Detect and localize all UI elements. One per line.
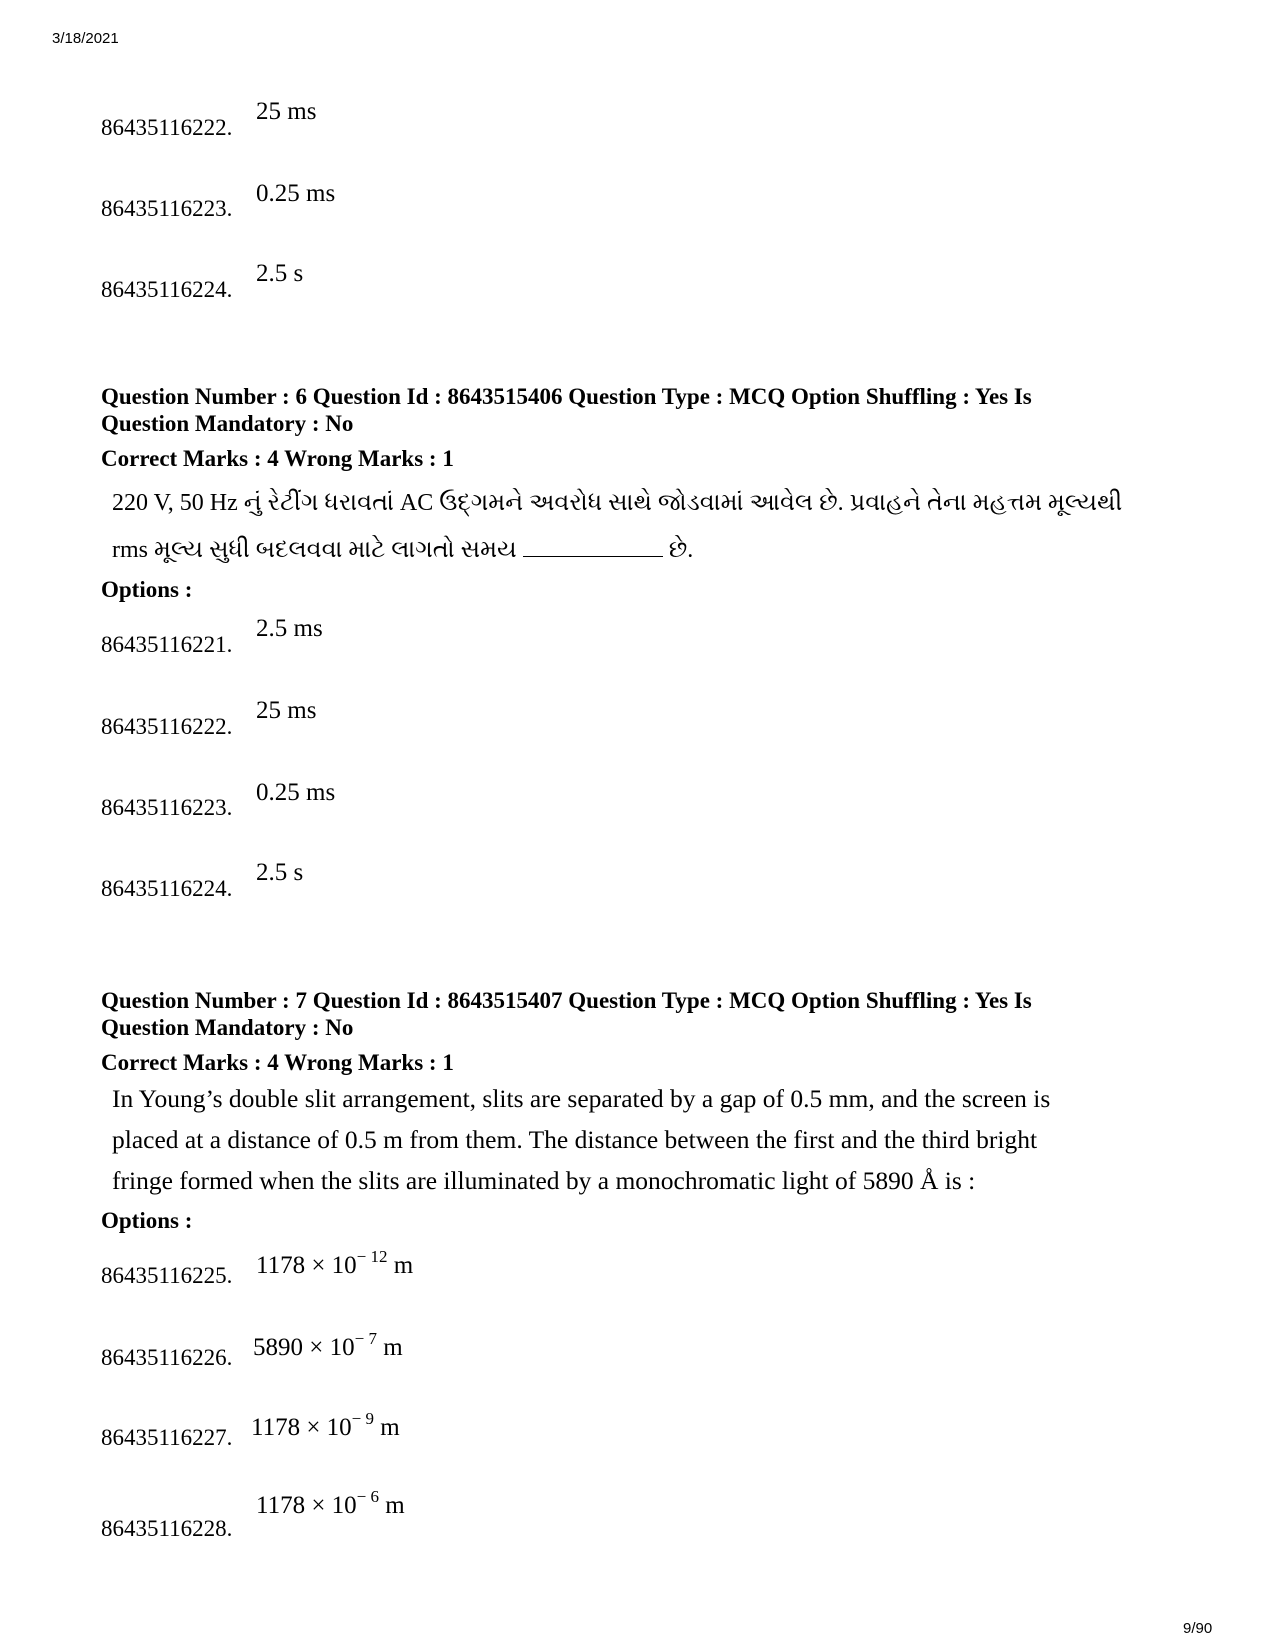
option-unit: m xyxy=(393,1252,414,1279)
option-exponent: − 9 xyxy=(351,1409,375,1428)
question-text-line1: In Young’s double slit arrangement, slits are separated by a gap of 0.5 mm, and the screen is xyxy=(112,1084,1051,1113)
option-id: 86435116222. xyxy=(101,714,233,739)
option-unit: m xyxy=(380,1414,400,1441)
option-value: 0.25 ms xyxy=(256,180,336,207)
option-id: 86435116222. xyxy=(101,115,233,140)
option-base: 1178 × 10 xyxy=(256,1252,357,1279)
option-exponent: − 7 xyxy=(354,1329,377,1348)
option-base: 1178 × 10 xyxy=(251,1414,352,1441)
option-unit: m xyxy=(383,1334,403,1361)
print-date: 3/18/2021 xyxy=(52,30,119,47)
question-text-line2 xyxy=(112,527,1202,574)
question-text xyxy=(112,1078,1202,1201)
option-value xyxy=(256,1487,405,1520)
question-text-line1: 220 V, 50 Hz નું રેટીંગ ધરાવતાં AC ઉદ્ગમને અવરોધ સાથે જોડવામાં આવેલ છે. પ્રવાહને તેના મહત્તમ મૂલ્યથી xyxy=(112,490,1123,516)
option-id: 86435116227. xyxy=(101,1425,233,1450)
question-header-line1: Question Number : 6 Question Id : 8643515406 Question Type : MCQ Option Shuffling : Yes Is xyxy=(101,384,1032,409)
option-exponent: − 6 xyxy=(356,1487,380,1506)
question-header xyxy=(101,383,1181,437)
question-text-line2: placed at a distance of 0.5 m from them. The distance between the first and the third bright xyxy=(112,1125,1038,1154)
option-value: 25 ms xyxy=(256,697,317,724)
question-header-line2: Question Mandatory : No xyxy=(101,1015,354,1040)
options-label: Options : xyxy=(101,1208,193,1233)
option-value xyxy=(253,1329,403,1362)
question-header-line1: Question Number : 7 Question Id : 8643515407 Question Type : MCQ Option Shuffling : Yes Is xyxy=(101,988,1032,1013)
option-id: 86435116224. xyxy=(101,876,233,901)
option-value: 25 ms xyxy=(256,98,317,125)
option-base: 1178 × 10 xyxy=(256,1492,357,1519)
option-value: 2.5 ms xyxy=(256,615,323,642)
page-number: 9/90 xyxy=(1183,1620,1213,1637)
options-label: Options : xyxy=(101,577,193,602)
option-id: 86435116223. xyxy=(101,795,233,820)
answer-blank xyxy=(523,536,663,557)
option-id: 86435116223. xyxy=(101,196,233,221)
question-text-line3: fringe formed when the slits are illuminated by a monochromatic light of 5890 Å is : xyxy=(112,1166,976,1195)
option-value: 2.5 s xyxy=(256,859,304,886)
question-header xyxy=(101,987,1181,1041)
question-text-line2-b: છે. xyxy=(668,537,694,563)
question-marks: Correct Marks : 4 Wrong Marks : 1 xyxy=(101,446,454,471)
option-value: 0.25 ms xyxy=(256,779,336,806)
option-value xyxy=(251,1409,400,1442)
question-header-line2: Question Mandatory : No xyxy=(101,411,354,436)
option-exponent: − 12 xyxy=(356,1247,388,1266)
option-value xyxy=(256,1247,414,1280)
option-id: 86435116226. xyxy=(101,1345,233,1370)
option-id: 86435116228. xyxy=(101,1516,233,1541)
option-base: 5890 × 10 xyxy=(253,1334,355,1361)
option-id: 86435116221. xyxy=(101,632,233,657)
question-text xyxy=(112,480,1202,574)
question-marks: Correct Marks : 4 Wrong Marks : 1 xyxy=(101,1050,454,1075)
option-unit: m xyxy=(385,1492,405,1519)
question-text-line2-a: rms મૂલ્ય સુધી બદલવવા માટે લાગતો સમય xyxy=(112,537,517,563)
option-value: 2.5 s xyxy=(256,260,304,287)
option-id: 86435116224. xyxy=(101,277,233,302)
option-id: 86435116225. xyxy=(101,1263,233,1288)
